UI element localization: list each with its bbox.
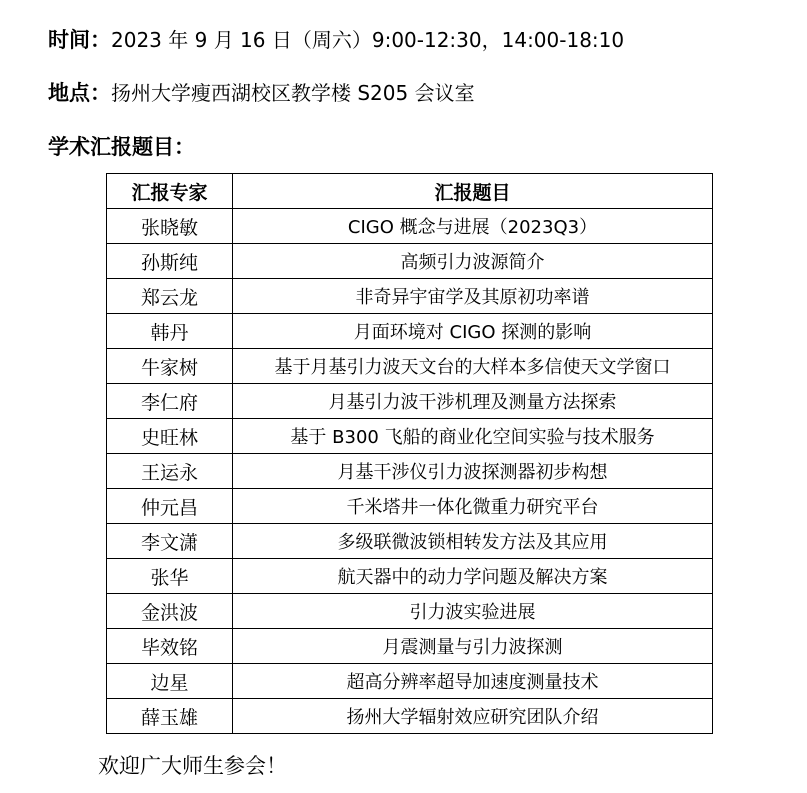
speaker-cell: 李仁府 xyxy=(107,384,233,419)
topic-cell: 引力波实验进展 xyxy=(233,594,713,629)
topic-cell: 月基干涉仪引力波探测器初步构想 xyxy=(233,454,713,489)
table-row xyxy=(107,314,713,349)
topic-cell: 月基引力波干涉机理及测量方法探索 xyxy=(233,384,713,419)
place-value: 扬州大学瘦西湖校区教学楼 S205 会议室 xyxy=(111,81,475,105)
schedule-table xyxy=(106,173,713,734)
topic-cell: 超高分辨率超导加速度测量技术 xyxy=(233,664,713,699)
table-row xyxy=(107,629,713,664)
table-row xyxy=(107,244,713,279)
table-row xyxy=(107,279,713,314)
welcome-message: 欢迎广大师生参会！ xyxy=(98,754,287,778)
speaker-cell: 史旺林 xyxy=(107,419,233,454)
speaker-cell: 金洪波 xyxy=(107,594,233,629)
speaker-cell: 李文潇 xyxy=(107,524,233,559)
column-header-topic: 汇报题目 xyxy=(233,174,713,209)
topic-cell: 月震测量与引力波探测 xyxy=(233,629,713,664)
time-line xyxy=(48,26,624,54)
table-row xyxy=(107,454,713,489)
speaker-cell: 王运永 xyxy=(107,454,233,489)
speaker-cell: 张晓敏 xyxy=(107,209,233,244)
column-header-speaker: 汇报专家 xyxy=(107,174,233,209)
table-row xyxy=(107,489,713,524)
time-value: 2023 年 9 月 16 日（周六）9:00-12:30，14:00-18:10 xyxy=(111,28,625,52)
speaker-cell: 牛家树 xyxy=(107,349,233,384)
place-line xyxy=(48,79,475,107)
topics-heading: 学术汇报题目： xyxy=(48,134,195,159)
topic-cell: 非奇异宇宙学及其原初功率谱 xyxy=(233,279,713,314)
topic-cell: 高频引力波源简介 xyxy=(233,244,713,279)
table-header-row xyxy=(107,174,713,209)
speaker-cell: 仲元昌 xyxy=(107,489,233,524)
topic-cell: 航天器中的动力学问题及解决方案 xyxy=(233,559,713,594)
table-row xyxy=(107,384,713,419)
topic-cell: 多级联微波锁相转发方法及其应用 xyxy=(233,524,713,559)
topic-cell: 基于月基引力波天文台的大样本多信使天文学窗口 xyxy=(233,349,713,384)
topic-cell: 月面环境对 CIGO 探测的影响 xyxy=(233,314,713,349)
speaker-cell: 郑云龙 xyxy=(107,279,233,314)
table-row xyxy=(107,349,713,384)
speaker-cell: 张华 xyxy=(107,559,233,594)
table-row xyxy=(107,664,713,699)
table-row xyxy=(107,524,713,559)
speaker-cell: 毕效铭 xyxy=(107,629,233,664)
topic-cell: CIGO 概念与进展（2023Q3） xyxy=(233,209,713,244)
time-label: 时间： xyxy=(48,27,111,52)
table-row xyxy=(107,559,713,594)
speaker-cell: 韩丹 xyxy=(107,314,233,349)
table-row xyxy=(107,209,713,244)
topic-cell: 千米塔井一体化微重力研究平台 xyxy=(233,489,713,524)
topic-cell: 扬州大学辐射效应研究团队介绍 xyxy=(233,699,713,734)
table-row xyxy=(107,699,713,734)
speaker-cell: 边星 xyxy=(107,664,233,699)
speaker-cell: 薛玉雄 xyxy=(107,699,233,734)
table-row xyxy=(107,594,713,629)
speaker-cell: 孙斯纯 xyxy=(107,244,233,279)
topic-cell: 基于 B300 飞船的商业化空间实验与技术服务 xyxy=(233,419,713,454)
table-row xyxy=(107,419,713,454)
place-label: 地点： xyxy=(48,80,111,105)
